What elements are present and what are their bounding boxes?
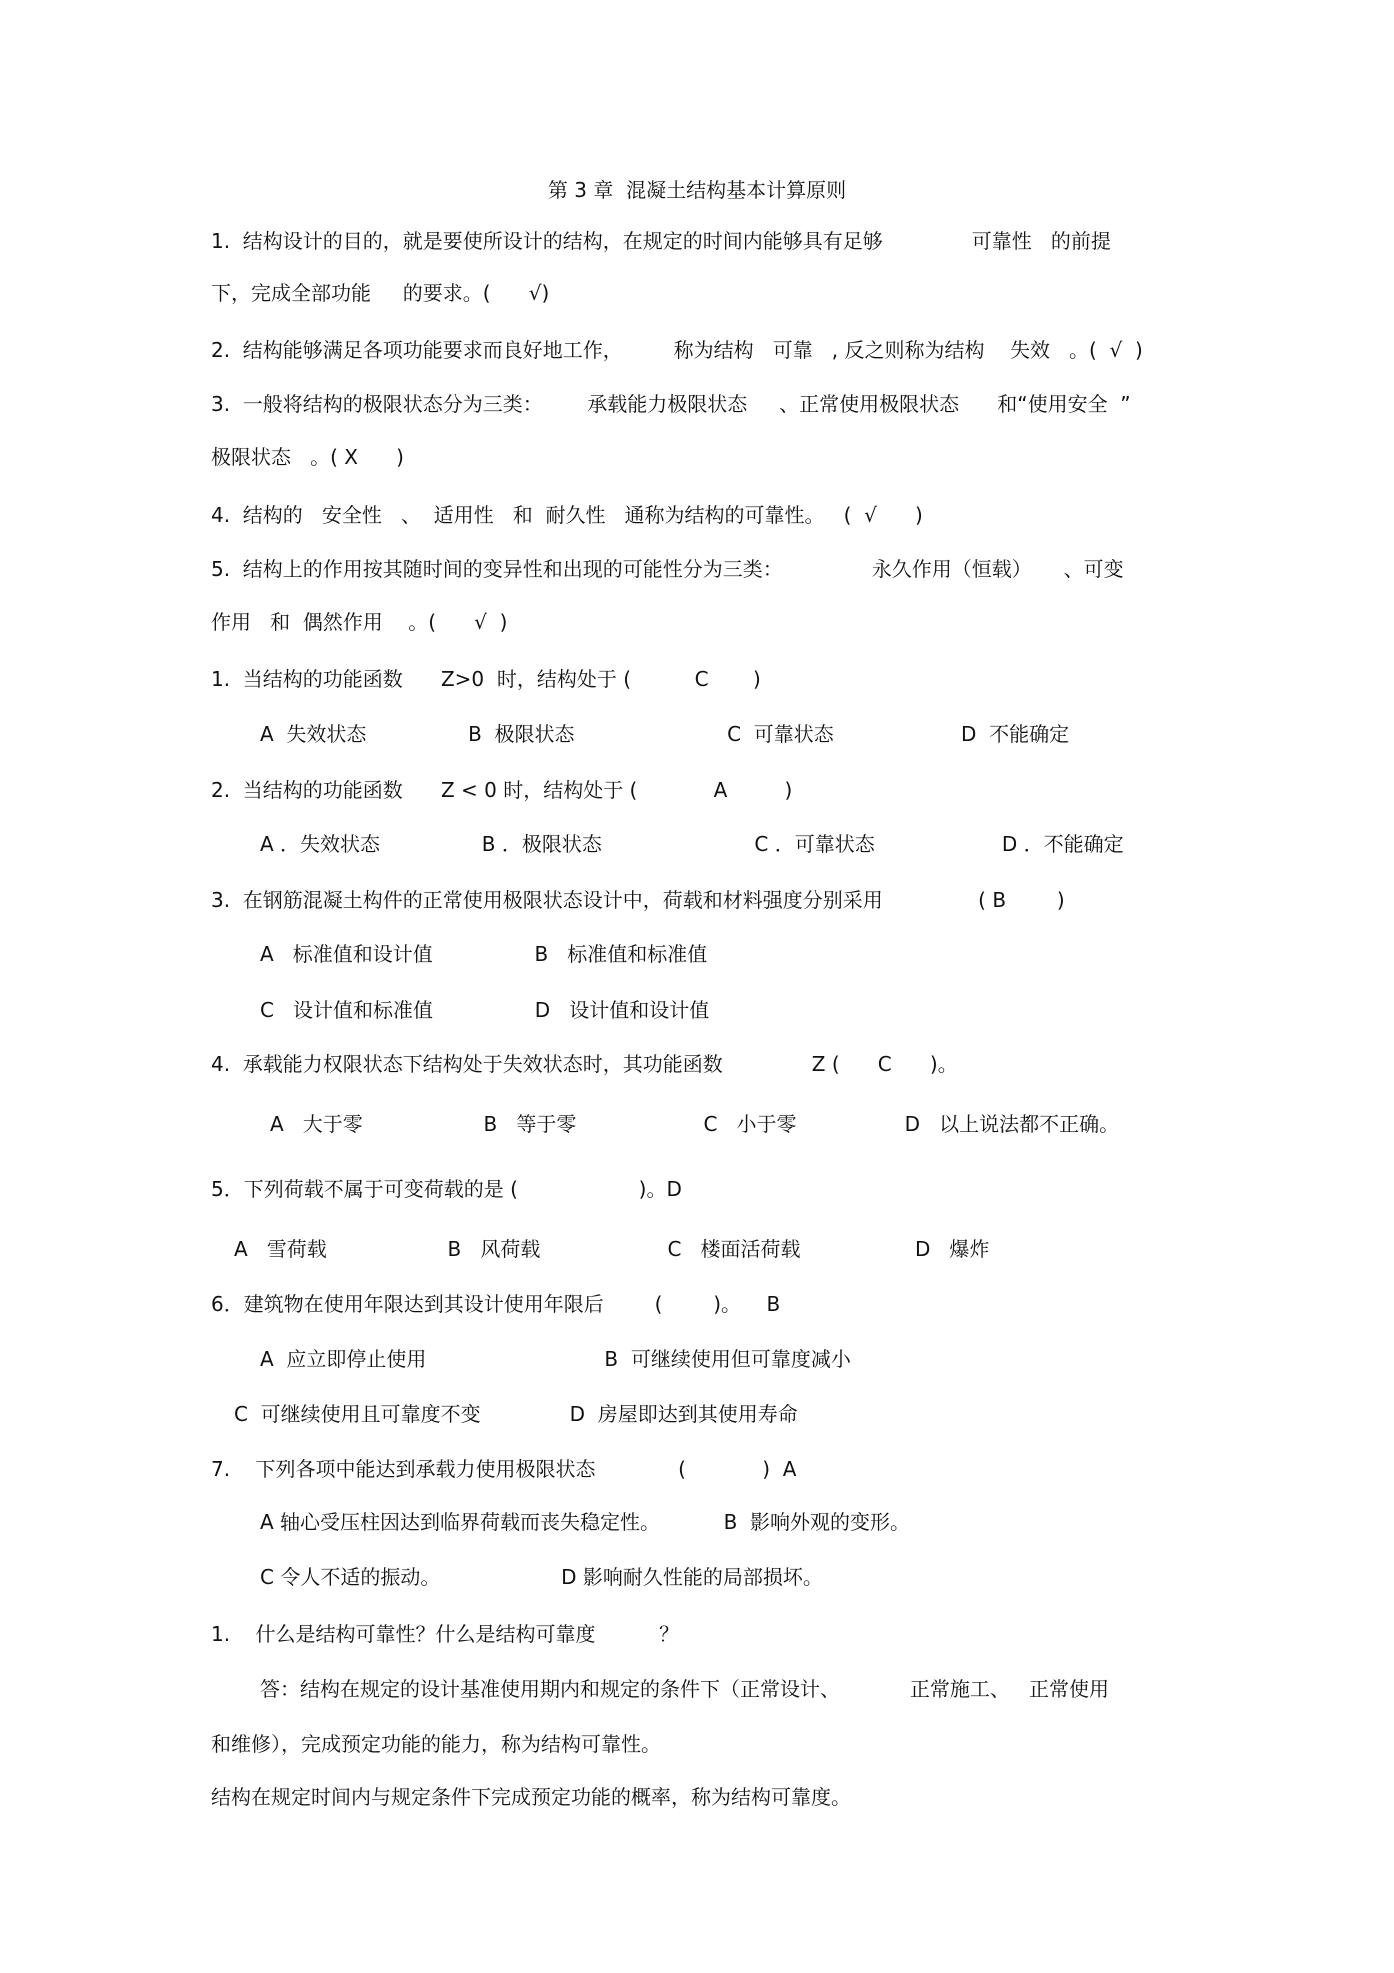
- text-line: A 雪荷载 B 风荷载 C 楼面活荷载 D 爆炸: [234, 1237, 990, 1261]
- text-line: A ．失效状态 B ．极限状态 C ．可靠状态 D ．不能确定: [260, 832, 1124, 856]
- text-line: 6．建筑物在使用年限达到其设计使用年限后 ( )。 B: [211, 1292, 781, 1316]
- text-line: A 标准值和设计值 B 标准值和标准值: [260, 942, 708, 966]
- text-line: 下，完成全部功能 的要求。( √): [211, 281, 550, 305]
- text-line: 1. 结构设计的目的，就是要使所设计的结构，在规定的时间内能够具有足够 可靠性 的前提: [211, 229, 1111, 253]
- text-line: 3. 一般将结构的极限状态分为三类： 承载能力极限状态 、正常使用极限状态 和“使用安全 ”: [211, 392, 1131, 416]
- text-line: 作用 和 偶然作用 。( √ ): [211, 610, 508, 634]
- text-line: 4. 结构的 安全性 、 适用性 和 耐久性 通称为结构的可靠性。 ( √ ): [211, 503, 923, 527]
- text-line: 极限状态 。( X ): [211, 445, 404, 469]
- text-line: 3. 在钢筋混凝土构件的正常使用极限状态设计中，荷载和材料强度分别采用 ( B ): [211, 888, 1065, 912]
- text-line: C 可继续使用且可靠度不变 D 房屋即达到其使用寿命: [234, 1402, 798, 1426]
- text-line: C 令人不适的振动。 D 影响耐久性能的局部损坏。: [260, 1565, 823, 1589]
- text-line: 2. 当结构的功能函数 Z < 0 时，结构处于 ( A ): [211, 778, 793, 802]
- text-line: 答：结构在规定的设计基准使用期内和规定的条件下（正常设计、 正常施工、 正常使用: [260, 1677, 1110, 1701]
- text-line: A 轴心受压柱因达到临界荷载而丧失稳定性。 B 影响外观的变形。: [260, 1510, 911, 1534]
- text-line: A 失效状态 B 极限状态 C 可靠状态 D 不能确定: [260, 722, 1070, 746]
- text-line: C 设计值和标准值 D 设计值和设计值: [260, 998, 710, 1022]
- text-line: 结构在规定时间内与规定条件下完成预定功能的概率，称为结构可靠度。: [211, 1785, 851, 1809]
- text-line: 7. 下列各项中能达到承载力使用极限状态 ( ) A: [211, 1457, 797, 1481]
- text-line: A 大于零 B 等于零 C 小于零 D 以上说法都不正确。: [270, 1112, 1120, 1136]
- text-line: 5. 结构上的作用按其随时间的变异性和出现的可能性分为三类： 永久作用（恒载） 、可变: [211, 557, 1124, 581]
- text-line: 2. 结构能够满足各项功能要求而良好地工作， 称为结构 可靠 , 反之则称为结构 失效 。( √ ): [211, 338, 1143, 362]
- text-line: A 应立即停止使用 B 可继续使用但可靠度减小: [260, 1347, 851, 1371]
- text-line: 5．下列荷载不属于可变荷载的是 ( )。D: [211, 1177, 682, 1201]
- text-line: 1. 什么是结构可靠性？什么是结构可靠度 ？: [211, 1622, 680, 1646]
- page-title: 第 3 章 混凝土结构基本计算原则: [547, 178, 847, 202]
- text-line: 和维修），完成预定功能的能力，称为结构可靠性。: [211, 1732, 661, 1756]
- text-line: 1. 当结构的功能函数 Z>0 时，结构处于 ( C ): [211, 667, 761, 691]
- text-line: 4. 承载能力权限状态下结构处于失效状态时，其功能函数 Z ( C )。: [211, 1052, 958, 1076]
